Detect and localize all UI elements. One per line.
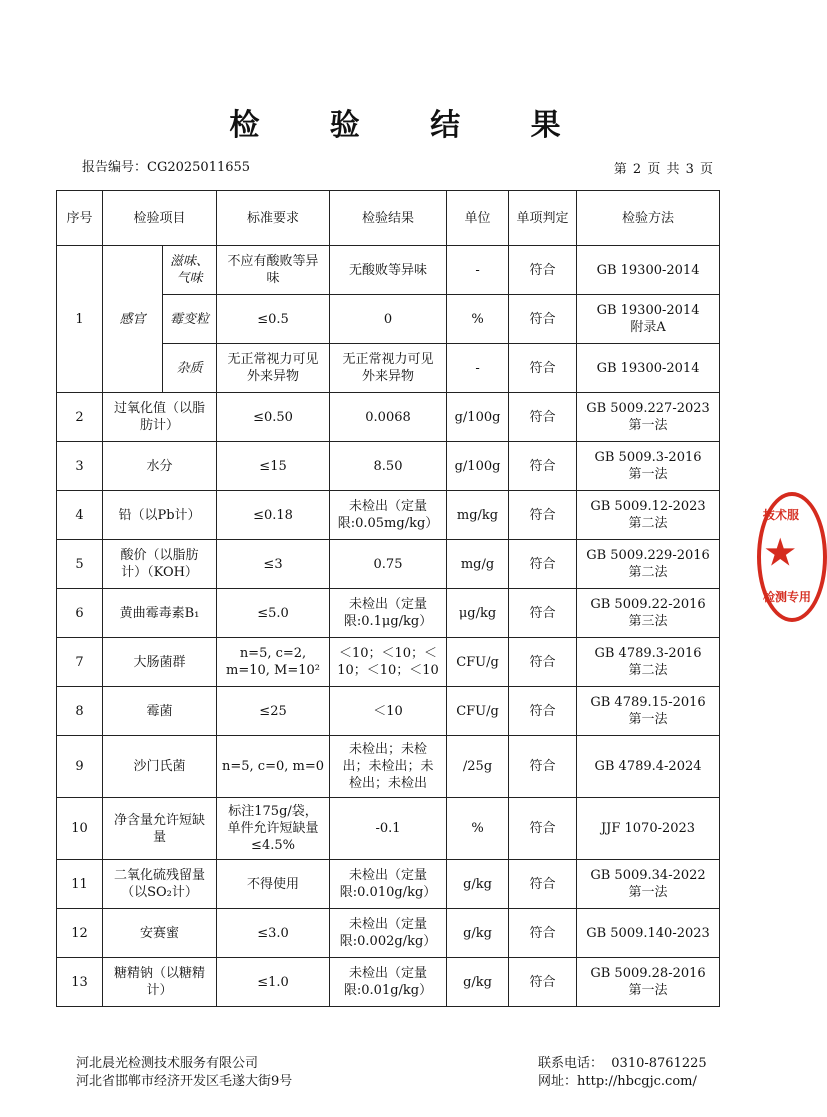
result-cell <box>330 246 447 295</box>
table-row <box>57 736 720 798</box>
method-cell: GB 5009.229-2016 第二法 <box>577 540 720 589</box>
item-name: 沙门氏菌 <box>103 736 217 798</box>
table-row <box>57 393 720 442</box>
item-name: 二氧化硫残留量 （以SO₂计） <box>103 860 217 909</box>
requirement-cell: 不得使用 <box>217 860 330 909</box>
table-row <box>57 246 720 295</box>
col-header-item: 检验项目 <box>103 191 217 246</box>
unit-cell: /25g <box>447 736 509 798</box>
method-cell: JJF 1070-2023 <box>577 798 720 860</box>
group-name: 感官 <box>103 246 163 393</box>
result-text: 无酸败等异味 <box>349 262 428 278</box>
star-icon: ★ <box>765 533 796 573</box>
method-cell <box>577 344 720 393</box>
method-text: GB 19300-2014 <box>596 360 700 376</box>
requirement-text: ≤0.5 <box>257 311 289 327</box>
requirement-cell: ≤3 <box>217 540 330 589</box>
method-cell: GB 4789.4-2024 <box>577 736 720 798</box>
unit-cell: % <box>447 295 509 344</box>
table-row <box>57 909 720 958</box>
sub-item <box>163 295 217 344</box>
item-name: 铅（以Pb计） <box>103 491 217 540</box>
requirement-cell: ≤0.50 <box>217 393 330 442</box>
result-text: 无正常视力可见 外来异物 <box>342 352 434 384</box>
requirement-cell: ≤5.0 <box>217 589 330 638</box>
sub-item-text: 杂质 <box>176 360 203 376</box>
table-row <box>57 491 720 540</box>
judgement-cell: 符合 <box>509 638 577 687</box>
method-text: GB 19300-2014 <box>596 262 700 278</box>
item-name: 水分 <box>103 442 217 491</box>
unit-cell: CFU/g <box>447 638 509 687</box>
row-number: 7 <box>57 638 103 687</box>
col-header-unit: 单位 <box>447 191 509 246</box>
requirement-text: 无正常视力可见 外来异物 <box>227 352 319 384</box>
unit-cell: CFU/g <box>447 687 509 736</box>
col-header-judgement: 单项判定 <box>509 191 577 246</box>
row-number: 10 <box>57 798 103 860</box>
page-indicator: 第 2 页 共 3 页 <box>613 162 714 177</box>
result-cell <box>330 344 447 393</box>
sub-item <box>163 344 217 393</box>
row-number: 6 <box>57 589 103 638</box>
unit-cell: g/kg <box>447 860 509 909</box>
judgement-cell: 符合 <box>509 540 577 589</box>
report-number-value: CG2025011655 <box>147 160 251 175</box>
row-number: 1 <box>57 246 103 393</box>
method-cell: GB 5009.227-2023 第一法 <box>577 393 720 442</box>
requirement-cell: ≤0.18 <box>217 491 330 540</box>
requirement-text: 不应有酸败等异 味 <box>227 254 319 286</box>
table-row <box>57 638 720 687</box>
unit-cell: g/100g <box>447 442 509 491</box>
item-name: 净含量允许短缺 量 <box>103 798 217 860</box>
requirement-cell: ≤25 <box>217 687 330 736</box>
unit-cell: mg/g <box>447 540 509 589</box>
unit-cell: - <box>447 246 509 295</box>
method-cell <box>577 295 720 344</box>
col-header-result: 检验结果 <box>330 191 447 246</box>
row-number: 5 <box>57 540 103 589</box>
seal-text-top: 技术服 <box>763 508 800 522</box>
report-number <box>82 156 250 175</box>
item-name: 安赛蜜 <box>103 909 217 958</box>
row-number: 11 <box>57 860 103 909</box>
item-name: 酸价（以脂肪 计）（KOH） <box>103 540 217 589</box>
method-cell: GB 5009.22-2016 第三法 <box>577 589 720 638</box>
sub-item-text: 滋味、 气味 <box>170 254 210 286</box>
judgement-cell: 符合 <box>509 344 577 393</box>
method-cell: GB 5009.34-2022 第一法 <box>577 860 720 909</box>
judgement-cell: 符合 <box>509 589 577 638</box>
results-table <box>56 190 720 1007</box>
footer-website <box>538 1073 707 1091</box>
row-number: 3 <box>57 442 103 491</box>
table-header-row <box>57 191 720 246</box>
col-header-no: 序号 <box>57 191 103 246</box>
method-cell: GB 4789.15-2016 第一法 <box>577 687 720 736</box>
table-row <box>57 540 720 589</box>
table-row <box>57 442 720 491</box>
judgement-cell: 符合 <box>509 687 577 736</box>
unit-cell: g/100g <box>447 393 509 442</box>
footer-phone-label: 联系电话： <box>538 1056 604 1071</box>
result-cell: 0.75 <box>330 540 447 589</box>
report-number-label: 报告编号： <box>82 160 148 175</box>
footer-company: 河北晨光检测技术服务有限公司 <box>76 1056 259 1071</box>
judgement-cell: 符合 <box>509 295 577 344</box>
row-number: 9 <box>57 736 103 798</box>
requirement-cell: ≤1.0 <box>217 958 330 1007</box>
result-cell: 8.50 <box>330 442 447 491</box>
unit-cell: - <box>447 344 509 393</box>
footer-phone <box>538 1055 707 1073</box>
col-header-method: 检验方法 <box>577 191 720 246</box>
requirement-cell: 标注175g/袋， 单件允许短缺量 ≤4.5% <box>217 798 330 860</box>
requirement-cell <box>217 246 330 295</box>
row-number: 8 <box>57 687 103 736</box>
unit-cell: g/kg <box>447 909 509 958</box>
method-cell: GB 5009.12-2023 第二法 <box>577 491 720 540</box>
footer-website-label: 网址： <box>538 1074 578 1089</box>
result-cell: 未检出（定量 限:0.002g/kg） <box>330 909 447 958</box>
result-cell: 未检出（定量 限:0.1μg/kg） <box>330 589 447 638</box>
row-number: 4 <box>57 491 103 540</box>
judgement-cell: 符合 <box>509 442 577 491</box>
result-cell: 未检出（定量 限:0.01g/kg） <box>330 958 447 1007</box>
judgement-cell: 符合 <box>509 246 577 295</box>
item-name: 糖精钠（以糖精 计） <box>103 958 217 1007</box>
judgement-cell: 符合 <box>509 491 577 540</box>
footer-website-link[interactable]: http://hbcgjc.com/ <box>577 1074 697 1089</box>
unit-cell: g/kg <box>447 958 509 1007</box>
method-cell: GB 4789.3-2016 第二法 <box>577 638 720 687</box>
item-name: 大肠菌群 <box>103 638 217 687</box>
unit-cell: % <box>447 798 509 860</box>
official-seal <box>757 492 827 622</box>
judgement-cell: 符合 <box>509 860 577 909</box>
requirement-cell: n=5, c=2, m=10, M=10² <box>217 638 330 687</box>
row-number: 13 <box>57 958 103 1007</box>
judgement-cell: 符合 <box>509 958 577 1007</box>
requirement-cell: n=5, c=0, m=0 <box>217 736 330 798</box>
method-text: GB 19300-2014 附录A <box>596 303 700 335</box>
requirement-cell: ≤15 <box>217 442 330 491</box>
row-number: 12 <box>57 909 103 958</box>
method-cell: GB 5009.3-2016 第一法 <box>577 442 720 491</box>
sub-item-text: 霉变粒 <box>170 311 210 327</box>
footer-address: 河北省邯郸市经济开发区毛遂大街9号 <box>76 1074 293 1089</box>
requirement-cell <box>217 295 330 344</box>
requirement-cell: ≤3.0 <box>217 909 330 958</box>
method-cell <box>577 246 720 295</box>
page-title: 检 验 结 果 <box>229 108 591 143</box>
footer-company-block <box>76 1055 292 1091</box>
col-header-requirement: 标准要求 <box>217 191 330 246</box>
item-name: 黄曲霉毒素B₁ <box>103 589 217 638</box>
result-cell: 未检出；未检 出；未检出；未 检出；未检出 <box>330 736 447 798</box>
footer-contact-block <box>538 1055 707 1091</box>
sub-item <box>163 246 217 295</box>
result-text: 0 <box>383 311 393 327</box>
unit-cell: mg/kg <box>447 491 509 540</box>
result-cell: -0.1 <box>330 798 447 860</box>
footer-phone-value: 0310-8761225 <box>611 1056 707 1071</box>
result-cell: 0.0068 <box>330 393 447 442</box>
table-row <box>57 958 720 1007</box>
table-row <box>57 860 720 909</box>
row-number: 2 <box>57 393 103 442</box>
requirement-cell <box>217 344 330 393</box>
method-cell: GB 5009.28-2016 第一法 <box>577 958 720 1007</box>
result-cell: ＜10 <box>330 687 447 736</box>
result-cell: 未检出（定量 限:0.010g/kg） <box>330 860 447 909</box>
method-cell: GB 5009.140-2023 <box>577 909 720 958</box>
unit-cell: μg/kg <box>447 589 509 638</box>
item-name: 过氧化值（以脂 肪计） <box>103 393 217 442</box>
judgement-cell: 符合 <box>509 736 577 798</box>
item-name: 霉菌 <box>103 687 217 736</box>
table-row <box>57 589 720 638</box>
table-row <box>57 687 720 736</box>
result-cell: ＜10；＜10；＜ 10；＜10；＜10 <box>330 638 447 687</box>
table-row <box>57 798 720 860</box>
judgement-cell: 符合 <box>509 798 577 860</box>
judgement-cell: 符合 <box>509 393 577 442</box>
result-cell: 未检出（定量 限:0.05mg/kg） <box>330 491 447 540</box>
result-cell <box>330 295 447 344</box>
judgement-cell: 符合 <box>509 909 577 958</box>
seal-text-bottom: 检测专用 <box>763 590 812 604</box>
